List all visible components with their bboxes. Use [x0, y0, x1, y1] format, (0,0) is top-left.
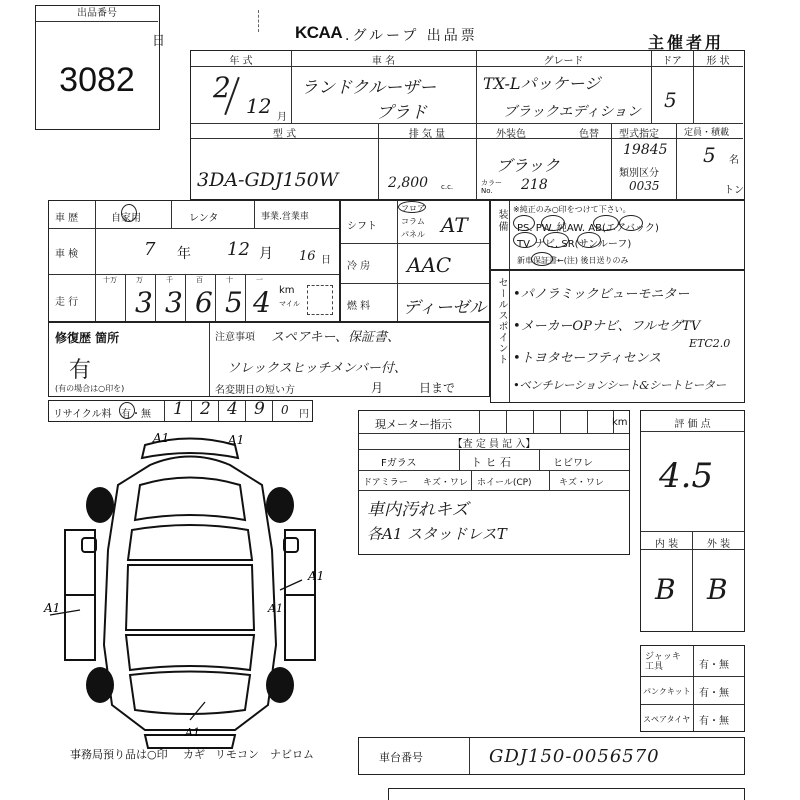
repair-value: 有 — [69, 358, 92, 383]
equipment-row2: TV. ナビ. SR(サンルーフ) — [517, 239, 632, 250]
history-rental: レンタ — [189, 213, 219, 224]
recycle-option: 有・無 — [121, 409, 151, 420]
aircon-label: 冷 房 — [347, 261, 371, 272]
damage-mark-3: A1 — [308, 569, 325, 583]
class-label: 類別区分 — [619, 168, 659, 179]
car-body-outline — [104, 457, 276, 731]
notes-label: 注意事項 — [215, 332, 255, 343]
exterior-grade: B — [707, 573, 728, 606]
equip-circle-ab — [619, 215, 643, 231]
repair-notes-box — [48, 322, 490, 397]
fuel-label: 燃 料 — [347, 301, 371, 312]
rating-label: 評 価 点 — [674, 419, 711, 430]
car-windshield — [128, 525, 252, 560]
footer-navi-rom: ナビロム — [270, 748, 314, 761]
recycle-digit-4: 9 — [254, 399, 265, 419]
meter-label: 現メーター指示 — [375, 418, 452, 431]
equip-circle-navi — [543, 232, 569, 248]
inspector-box — [358, 410, 630, 555]
ton-unit: トン — [724, 185, 744, 196]
equipment-note: ※純正のみ○印をつけて下さい。 — [513, 205, 631, 214]
shift-floor: フロア — [401, 204, 425, 213]
office-note: 事務局預り品は○印 — [70, 748, 168, 761]
chassis-label: 車台番号 — [379, 751, 423, 764]
equip-circle-sr — [577, 232, 601, 248]
exterior-color-label: 外装色 — [496, 129, 526, 140]
notes-line2: ソレックスヒッチメンバー付、 — [227, 361, 407, 376]
sheet-title: .グループ 出品票 — [345, 28, 478, 44]
lot-number: 3082 — [59, 61, 135, 99]
year-label: 年 式 — [229, 56, 253, 67]
sales-point-3: ETC2.0 — [689, 337, 731, 350]
place-10: 十 — [226, 276, 233, 284]
damage-mark-5: A1 — [44, 601, 61, 615]
car-diagram — [40, 430, 350, 760]
history-commercial: 事業.営業車 — [261, 212, 309, 222]
recycle-yen: 円 — [299, 409, 309, 420]
car-name-label: 車 名 — [371, 56, 396, 67]
shift-aircon-fuel-box — [340, 200, 490, 322]
inspector-remark-2: 各A1 スタッドレスT — [367, 525, 507, 543]
door-label: ドア — [662, 56, 682, 67]
aircon-value: AAC — [407, 253, 452, 277]
spare-tire-label: スペアタイヤ — [643, 715, 691, 724]
shape-label: 形 状 — [706, 56, 730, 67]
mileage-mile-box — [307, 285, 333, 315]
damage-mark-6: A1 — [185, 726, 200, 739]
equip-circle-warranty — [531, 252, 553, 266]
history-inspection-box — [48, 200, 340, 322]
lot-number-box — [35, 5, 160, 130]
shift-panel: パネル — [401, 230, 425, 239]
mirror-options: キズ・ワレ — [423, 478, 468, 488]
meter-km: km — [612, 417, 628, 428]
mileage-digit-2: 3 — [165, 286, 183, 319]
fuel-value: ディーゼル — [403, 298, 487, 318]
color-change-label: 色替 — [579, 129, 599, 140]
footer-key: カギ — [183, 748, 205, 761]
month-unit: 月 — [277, 112, 287, 123]
place-10k: 万 — [136, 276, 143, 284]
organizer-label: 主催者用 — [648, 33, 725, 52]
sales-point-5: •ベンチレーションシート&シートヒーター — [513, 378, 726, 392]
mileage-digit-4: 5 — [225, 286, 243, 319]
vehicle-info-box — [190, 50, 745, 200]
rename-month-unit: 月 — [371, 381, 384, 395]
brand-logo: KCAA — [295, 23, 343, 42]
mileage-place-labels — [95, 274, 275, 321]
notes-line1: スペアキー、保証書、 — [271, 330, 400, 345]
spare-tire-value: 有・無 — [699, 716, 729, 727]
rating-box — [640, 410, 745, 632]
recycle-digit-3: 4 — [227, 399, 238, 419]
inspection-year-unit: 年 — [177, 246, 191, 262]
damage-mark-1: A1 — [153, 431, 170, 445]
color-number-value: 218 — [521, 177, 548, 193]
shift-label: シフト — [347, 221, 377, 232]
mileage-digit-5: 4 — [253, 286, 271, 319]
recycle-circle — [119, 402, 135, 419]
sales-points-box — [490, 270, 745, 403]
equip-circle-aw — [593, 215, 619, 231]
place-100k: 十万 — [103, 276, 117, 284]
jack-label: ジャッキ工具 — [645, 652, 681, 672]
damage-mark-4: A1 — [268, 602, 283, 615]
inspection-year: 7 — [144, 239, 156, 260]
recycle-label: リサイクル料 — [53, 409, 112, 420]
shift-floor-circle — [398, 201, 426, 213]
fglass-label: Fガラス — [381, 458, 417, 469]
car-hood — [135, 478, 245, 521]
interior-grade: B — [655, 573, 676, 606]
corner-mark — [258, 10, 266, 32]
wheel-rear-right — [266, 667, 294, 703]
grade-line2: ブラックエディション — [503, 104, 642, 120]
sales-point-1: •パノラミックビューモニター — [513, 287, 690, 302]
capacity-unit: 名 — [729, 155, 739, 166]
recycle-box — [48, 400, 313, 422]
mileage-digit-1: 3 — [135, 286, 153, 319]
exterior-label: 外 装 — [706, 539, 731, 550]
capacity-label: 定員・積載 — [684, 128, 730, 138]
sales-points-label: セールスポイント — [496, 277, 507, 365]
inspector-section-title: 【査 定 員 記 入】 — [452, 439, 536, 450]
inspection-label: 車 検 — [55, 249, 79, 260]
inspection-day: 16 — [299, 249, 316, 264]
color-number-label: カラー No. — [481, 179, 502, 195]
car-roof — [126, 565, 254, 630]
displacement-value: 2,800 — [388, 175, 429, 191]
exterior-color-value: ブラック — [496, 156, 560, 175]
inspector-remark-1: 車内汚れキズ — [367, 500, 469, 520]
car-name-line2: プラド — [376, 103, 427, 123]
sales-point-2: •メーカーOPナビ、フルセグTV — [513, 319, 701, 334]
rename-label: 名変期日の短い方 — [215, 385, 295, 396]
mirror-left — [82, 538, 96, 552]
equipment-row3: 新車保証書←(注) 後日送りのみ — [517, 256, 629, 265]
rename-day-unit: 日まで — [419, 381, 456, 395]
rating-score: 4.5 — [659, 456, 714, 496]
grade-line1: TX-Lパッケージ — [483, 74, 601, 93]
recycle-digit-1: 1 — [173, 399, 184, 419]
interior-label: 内 装 — [654, 539, 679, 550]
side-mark: 日 — [152, 34, 166, 49]
mirror-label: ドアミラー — [363, 478, 408, 488]
place-100: 百 — [196, 276, 203, 284]
mirror-right — [284, 538, 298, 552]
recycle-digit-2: 2 — [200, 399, 211, 419]
repair-note: (有の場合は○印を) — [55, 384, 125, 393]
model-code-label: 型 式 — [272, 129, 297, 140]
model-year-value: 2 — [213, 71, 231, 104]
car-rear-window — [126, 635, 254, 670]
capacity-value: 5 — [703, 143, 716, 167]
fglass-crack: ヒビワレ — [553, 458, 593, 469]
class-value: 0035 — [629, 179, 660, 193]
mileage-digit-3: 6 — [195, 286, 213, 319]
wheel-front-right — [266, 487, 294, 523]
grade-label: グレード — [543, 56, 584, 67]
place-1: 一 — [256, 276, 263, 284]
wheel-rear-left — [86, 667, 114, 703]
jack-value: 有・無 — [699, 660, 729, 671]
chassis-number: GDJ150-0056570 — [489, 746, 660, 767]
damage-mark-2: A1 — [228, 433, 245, 447]
equipment-box — [490, 200, 745, 270]
car-trunk — [130, 672, 250, 715]
cc-unit: c.c. — [441, 183, 454, 191]
equip-circle-ps — [513, 215, 535, 231]
inspection-day-unit: 日 — [321, 255, 331, 266]
tools-box — [640, 645, 745, 732]
puncture-kit-value: 有・無 — [699, 688, 729, 699]
equip-circle-tv — [513, 232, 537, 248]
type-spec-value: 19845 — [623, 142, 668, 158]
equipment-row1: PS. PW. 純AW. AB(エアバック) — [517, 223, 659, 234]
type-spec-label: 型式指定 — [619, 129, 659, 140]
wheel-front-left — [86, 487, 114, 523]
wheel-options: キズ・ワレ — [559, 478, 604, 488]
sales-point-4: •トヨタセーフティセンス — [513, 351, 662, 366]
history-label: 車 歴 — [55, 213, 79, 224]
mileage-unit-mile: マイル — [279, 300, 300, 308]
shift-column: コラム — [401, 217, 425, 226]
fglass-options: ト ヒ 石 — [471, 456, 511, 469]
model-month-value: 12 — [246, 94, 272, 118]
footer-remote: リモコン — [215, 748, 259, 761]
equipment-label: 装備 — [496, 209, 507, 233]
bottom-partial-box — [388, 788, 745, 800]
equip-circle-pw — [541, 215, 565, 231]
mileage-label: 走 行 — [55, 297, 79, 308]
wheel-label: ホイール(CP) — [477, 478, 532, 488]
displacement-label: 排 気 量 — [408, 129, 446, 140]
place-1k: 千 — [166, 276, 173, 284]
history-circle — [121, 204, 137, 222]
inspection-month: 12 — [227, 239, 250, 260]
inspection-month-unit: 月 — [259, 246, 273, 262]
mileage-unit-km: km — [279, 285, 295, 296]
history-private: 自家用 — [111, 213, 141, 224]
puncture-kit-label: パンクキット — [643, 687, 691, 696]
shift-value: AT — [441, 213, 468, 237]
chassis-number-box — [358, 737, 745, 775]
car-name-line1: ランドクルーザー — [301, 78, 437, 98]
lot-number-label: 出品番号 — [36, 6, 158, 22]
model-code-value: 3DA-GDJ150W — [197, 169, 339, 191]
repair-label: 修復歴 箇所 — [55, 331, 120, 345]
recycle-digit-5: 0 — [281, 403, 289, 417]
door-value: 5 — [664, 88, 677, 112]
